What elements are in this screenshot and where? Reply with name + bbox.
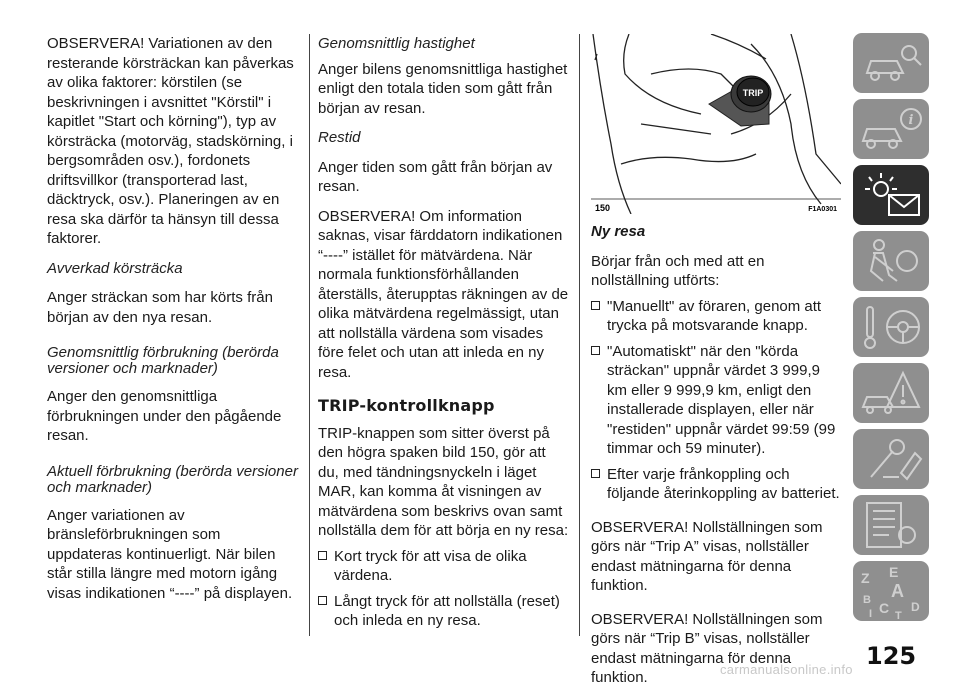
checkbox-bullet-icon bbox=[591, 346, 600, 355]
watermark: carmanualsonline.info bbox=[720, 662, 853, 677]
paragraph-avg-speed: Anger bilens genomsnittliga hastighet enligt den totala tiden som gått från början av resan. bbox=[318, 60, 568, 117]
seatbelt-airbag-icon bbox=[853, 231, 929, 291]
figure-code: F1A0301 bbox=[808, 206, 837, 213]
subheading-distance: Avverkad körsträcka bbox=[47, 259, 183, 277]
checkbox-bullet-icon bbox=[591, 301, 600, 310]
section-heading: Ny resa bbox=[591, 223, 646, 240]
tab-car-search[interactable] bbox=[853, 33, 929, 93]
tab-technical-data[interactable] bbox=[853, 495, 929, 555]
roadside-emergency-icon bbox=[853, 363, 929, 423]
list-item: Kort tryck för att visa de olika värdena. bbox=[318, 547, 570, 586]
svg-text:A: A bbox=[891, 581, 904, 601]
svg-text:D: D bbox=[911, 600, 920, 614]
tab-index[interactable] bbox=[853, 561, 929, 621]
tab-starting-driving[interactable] bbox=[853, 297, 929, 357]
list-item: "Automatiskt" när den "körda sträckan" uppnår värdet 3 999,9 km eller 9 999,9 km, enligt den installerade displayen, eller när "restiden" uppnår värdet 99:59 (99 timmar och 59 minuter). bbox=[591, 342, 841, 459]
column-middle bbox=[318, 34, 570, 637]
checkbox-bullet-icon bbox=[318, 551, 327, 560]
note-paragraph: OBSERVERA! Nollställningen som görs när “Trip A” visas, nollställer endast mätningarna för denna funktion. bbox=[591, 518, 823, 594]
car-search-icon bbox=[853, 33, 929, 93]
car-info-icon bbox=[853, 99, 929, 159]
svg-text:Z: Z bbox=[861, 570, 870, 586]
trip-button-label: TRIP bbox=[742, 88, 764, 98]
column-divider bbox=[579, 34, 580, 636]
maintenance-tools-icon bbox=[853, 429, 929, 489]
paragraph-new-trip: Börjar från och med att en nollställning utförts: bbox=[591, 252, 765, 289]
list-item: "Manuellt" av föraren, genom att trycka på motsvarande knapp. bbox=[591, 297, 841, 336]
subheading-travel-time: Restid bbox=[318, 129, 361, 146]
paragraph-avg-consumption: Anger den genomsnittliga förbrukningen under den pågående resan. bbox=[47, 388, 282, 444]
note-paragraph: OBSERVERA! Variationen av den resterande körsträckan kan påverkas av olika faktorer: körstilen (se beskrivningen i avsnittet "Körstil" i kapitlet "Start och körning"), typ av körsträcka (motorväg, stadskörning, i bergsområden osv.), fordonets driftsvillkor (transporterad last, däcktryck, osv.). Planeringen av en resa ska därför ta hänsyn till dessa faktorer. bbox=[47, 35, 294, 247]
tab-safety[interactable] bbox=[853, 231, 929, 291]
paragraph-distance: Anger sträckan som har körts från början av den nya resan. bbox=[47, 289, 273, 326]
column-left bbox=[47, 34, 299, 613]
svg-text:C: C bbox=[879, 600, 890, 616]
checkbox-bullet-icon bbox=[318, 596, 327, 605]
subheading-avg-consumption: Genomsnittlig förbrukning (berörda versioner och marknader) bbox=[47, 344, 279, 377]
column-divider bbox=[309, 34, 310, 636]
svg-text:I: I bbox=[869, 608, 873, 620]
figure-trip-lever bbox=[591, 34, 841, 214]
warning-light-message-icon bbox=[853, 165, 929, 225]
tab-warning-lights[interactable] bbox=[853, 165, 929, 225]
subheading-avg-speed: Genomsnittlig hastighet bbox=[318, 35, 475, 52]
note-paragraph: OBSERVERA! Om information saknas, visar färddatorn indikationen “----” istället för mätvärdena. När normala funktionsförhållanden återställs, återupptas räkningen av de olika mätvärdena regelmässigt, utan att nollställa värdena som visades före felet och utan att inleda en ny resa. bbox=[318, 207, 569, 381]
svg-text:T: T bbox=[895, 610, 902, 621]
paragraph-current-consumption: Anger variationen av bränsleförbrukningen som uppdateras kontinuerligt. När bilen står stilla längre med motorn igång visas indikationen “----” på displayen. bbox=[47, 506, 293, 602]
tab-car-info[interactable] bbox=[853, 99, 929, 159]
list-item: Efter varje frånkoppling och följande återinkoppling av batteriet. bbox=[591, 465, 841, 504]
tab-emergency[interactable] bbox=[853, 363, 929, 423]
alphabetical-index-icon bbox=[853, 561, 929, 621]
trip-lever-illustration bbox=[591, 34, 841, 214]
technical-data-list-icon bbox=[853, 495, 929, 555]
page-number: 125 bbox=[866, 642, 917, 670]
list-item: Långt tryck för att nollställa (reset) och inleda en ny resa. bbox=[318, 592, 570, 631]
chapter-tabs bbox=[853, 33, 929, 627]
paragraph-trip-button: TRIP-knappen som sitter överst på den högra spaken bild 150, gör att du, med tändningsnyckeln i läget MAR, kan komma åt visningen av mätvärdena som beskrivs ovan samt nollställa dem för att börja en ny resa: bbox=[318, 424, 569, 539]
svg-text:B: B bbox=[863, 594, 871, 606]
section-heading: TRIP-kontrollknapp bbox=[318, 396, 495, 415]
column-right bbox=[591, 34, 841, 698]
svg-text:i: i bbox=[908, 113, 914, 128]
svg-text:E: E bbox=[889, 564, 899, 580]
paragraph-travel-time: Anger tiden som gått från början av resan. bbox=[318, 158, 553, 195]
figure-number: 150 bbox=[595, 203, 611, 213]
checkbox-bullet-icon bbox=[591, 469, 600, 478]
subheading-current-consumption: Aktuell förbrukning (berörda versioner och marknader) bbox=[47, 462, 298, 496]
note-paragraph: OBSERVERA! Nollställningen som görs när “Trip B” visas, nollställer endast mätningarna för denna funktion. bbox=[591, 610, 823, 686]
steering-wheel-key-icon bbox=[853, 297, 929, 357]
tab-maintenance[interactable] bbox=[853, 429, 929, 489]
